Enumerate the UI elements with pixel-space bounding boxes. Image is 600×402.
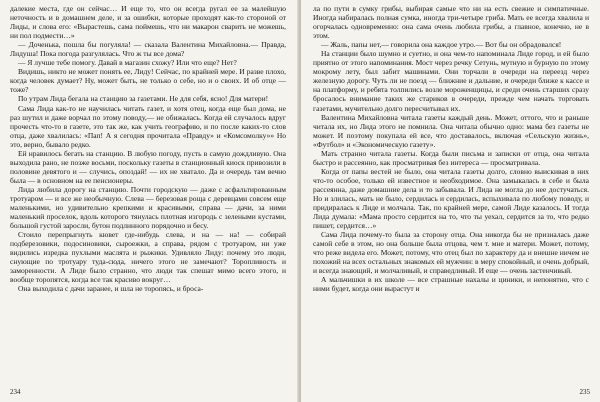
left-page (0, 0, 299, 402)
paragraph: По утрам Лида бегала на станцию за газетами. Не для себя, ясно! Для матери! (18, 94, 269, 104)
page-number: 235 (579, 388, 590, 396)
paragraph: Лида любила дорогу на станцию. Почти городскую — даже с асфальтированным тротуаром — и все же необычную. Слева — березовая роща с деревцами совсем еще маленькими, но удивительно крепкими и красивыми, справа — дачи, за ними маленький проселок, вдоль которого тянулась плотная изгородь с зелеными кустами, большой густой заросли, бутон подлинного порядочно и бесу. (10, 184, 286, 231)
right-page (301, 0, 600, 402)
paragraph: — Жаль, папы нет,— говорила она каждое утро.— Вот бы он обрадовался! (321, 40, 562, 50)
paragraph: Валентина Михайловна читала газеты каждый день. Может, оттого, что и раньше читала их, но Лида этого не помнила. Она читала обычно одно: мама без газеты не может. И поэтому покупала ей все, что доставалось, включая «Сельскую жизнь», «Футбол» и «Экономическую газету». (313, 112, 589, 149)
paragraph: Стоило перепрыгнуть кювет где-нибудь слева, и на — на! — собирай подберезовики, подосиновики, сыроежки, а справа, рядом с тротуаром, ни уже видились изредка пухлыми маслята и рыжики. Удивляло Лиду: почему это люди, снующие по тротуару туда-сюда, ничего этого не замечают? Торопливость и заморенности. А Лиде было странно, что люди так спешат мимо всего этого, и вообще торопятся, когда все так красиво вокруг… (10, 230, 286, 285)
paragraph: Видишь, никто не может понять ее, Лиду! Сейчас, по крайней мере. И разве плохо, когда человек думает? Ну, может быть, не только о себе, но и о своих. И об отце — тоже? (10, 67, 286, 95)
paragraph: На станции было шумно и суетно, и она чем-то напоминала Лиде город, и ей было приятно от этого напоминания. Мост через речку Сетунь, мутную и бурную по этому мокрому лету, был забит машинами. Они торчали в очереди на переезд через железную дорогу. Чуть ли не поезд — ближние и дальние, и очереди ближе к кассе и на платформу, и ребята толпились возле мороженщицы, и среди очень старших сразу бросалось внимание таких же стариков в очереди, прежде чем начать торговать газетами, мучительно долго пересчитывал их. (313, 49, 589, 113)
paragraph: Ей нравилось бегать на станцию. В любую погоду, пусть в самую дождливую. Она выходила рано, не позже восьми, поскольку газеты в станционный киоск привозили в половине девятого и — случись, опоздай! — их не хватало. Да и очередь там вечно была — в основном на ее пенсионеры. (10, 148, 286, 185)
left-page-text (10, 4, 286, 294)
paragraph: Сама Лида как-то не научилась читать газет, и хотя отец, когда еще был дома, не раз шутил и даже ворчал по этому поводу,— не обижалась. Когда ей случалось вдруг прочесть что-то в газете, это так же, как учить географию, и по после каких-то слов отца, даже хвалилась: «Пап! А я сегодня прочитала «Правду» и «Комсомолку»» Но это, верно, бывало редко. (10, 103, 286, 149)
paragraph: Сама Лида почему-то была за сторону отца. Она никогда бы не призналась даже самой себе в этом, но она больше была отцова, чем т. мне и матери. Может, потому, что реже видела его. Может, потому, что отец был по характеру да и внешне ничем не похожий на всех остальных знакомых ей мужчин: в меру спокойный, и очень добрый, и всегда знающий, и молчаливый, и справедливый. И еще — очень застенчивый. (313, 230, 589, 276)
paragraph: — Я лучше тебе помогу. Давай в магазин схожу? Или что еще? Нет? (18, 58, 237, 68)
right-page-text (313, 4, 589, 294)
paragraph: ла по пути в сумку грибы, выбирая самые что ни на есть свежие и симпатичные. Иногда набиралась полная сумка, иногда три-четыре гриба. Мать ее всегда хвалила и огорчалась одновременно: она сама очень любила грибы, а главное, конечно, не в этом. (313, 4, 589, 41)
paragraph: Она выходила с дачи заранее, и шла не торопясь, и броса- (18, 284, 204, 294)
paragraph: Когда от папы вестей не было, она читала газеты долго, словно выискивая в них что-то особое, только ей известное и необходимое. Она замыкалась в себе и была рассеянна, даже домашние дела и то забывала. И Лида не могла до нее достучаться. Но и злилась, мать не было, сердилась и сердилась, вспыхивала по любому поводу, и придиралась к Лиде и молчала. Так, по крайней мере, самой Лиде казалось. И тогда Лида думала: «Мама просто сердится на то, что ты уехал, сердится за то, что редко пишет, сердится…» (313, 166, 589, 231)
paragraph: Мать странно читала газеты. Когда были письма и записки от отца, она читала быстро и рассеянно, как просматривая без интереса — просматривала. (313, 148, 589, 167)
page-number: 234 (10, 388, 21, 396)
paragraph: — Доченька, пошла бы погуляла! — сказала Валентина Михайловна.— Правда, Лидуша! Пока погода разгулялась. Что ж ты все дома? (10, 40, 286, 59)
paragraph: далекие места, где он сейчас… И еще то, что он всегда ругал ее за малейшую неточность и в домашнем деле, и за ошибки, которые проходят как-то стороной от Лиды, и слова его: «Вырастешь, сама поймешь, что ни макарон сварить не можешь, ни пол подмести…» (10, 4, 286, 41)
paragraph: А мальчишки в их школе — все страшные нахалы и циники, и непонятно, что с ними будет, когда они вырастут и (313, 275, 589, 294)
